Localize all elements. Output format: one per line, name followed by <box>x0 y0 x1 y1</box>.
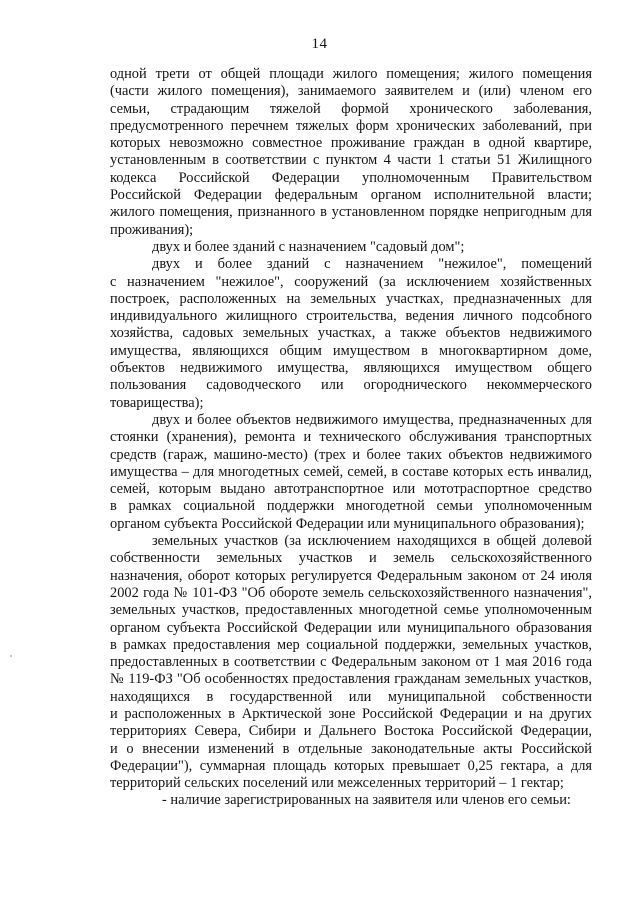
text-line: жилого помещения, признанного в установленном порядке непригодным для <box>110 204 592 221</box>
document-body <box>110 66 592 810</box>
text-line: Федерации"), суммарная площадь которых превышает 0,25 гектара, а для <box>110 757 592 774</box>
text-line: земельных участков (за исключением находящихся в общей долевой <box>152 533 592 550</box>
text-line: которых невозможно совместное проживание граждан в одной квартире, <box>110 135 592 152</box>
text-line: двух и более зданий с назначением "нежилое", помещений <box>152 256 592 273</box>
text-line: № 119-ФЗ "Об особенностях предоставления гражданам земельных участков, <box>110 671 592 688</box>
text-line: товарищества); <box>110 394 204 411</box>
paragraph <box>110 412 592 533</box>
paragraph <box>110 239 592 256</box>
page-number: 14 <box>311 36 328 52</box>
text-line: органом субъекта Российской Федерации или муниципального образования); <box>110 515 585 532</box>
text-line: объектов недвижимого имущества, являющихся имуществом общего <box>110 360 592 377</box>
text-line: и о внесении изменений в отдельные законодательные акты Российской <box>110 740 592 757</box>
text-line: двух и более зданий с назначением "садовый дом"; <box>152 238 465 255</box>
text-line: семей, которым выдано автотранспортное или мототраспортное средство <box>110 481 592 498</box>
text-line: пользования садоводческого или огороднического некоммерческого <box>110 377 592 394</box>
text-line: в рамках социальной поддержки многодетной семьи уполномоченным <box>110 498 592 515</box>
text-line: построек, расположенных на земельных участках, предназначенных для <box>110 290 592 307</box>
text-line: 2002 года № 101-ФЗ "Об обороте земель сельскохозяйственного назначения", <box>110 584 592 601</box>
text-line: хозяйства, садовых земельных участках, а также объектов недвижимого <box>110 325 592 342</box>
text-line: (части жилого помещения), занимаемого заявителем и (или) членом его <box>110 83 592 100</box>
text-line: органом субъекта Российской Федерации или муниципального образования <box>110 619 592 636</box>
text-line: имущества, являющихся общим имуществом в многоквартирном доме, <box>110 342 592 359</box>
text-line: индивидуального жилищного строительства, ведения личного подсобного <box>110 308 592 325</box>
text-line: в рамках предоставления мер социальной поддержки, земельных участков, <box>110 636 592 653</box>
text-line: одной трети от общей площади жилого помещения; жилого помещения <box>110 66 592 82</box>
text-line: семьи, страдающим тяжелой формой хронического заболевания, <box>110 100 592 117</box>
text-line: и расположенных в Арктической зоне Российской Федерации и на других <box>110 705 592 722</box>
paragraph <box>110 533 592 792</box>
list-item: - наличие зарегистрированных на заявителя или членов его семьи: <box>162 792 571 809</box>
text-line: находящихся в государственной или муниципальной собственности <box>110 688 592 705</box>
paragraph <box>110 256 592 412</box>
text-line: двух и более объектов недвижимого имущества, предназначенных для <box>152 411 592 428</box>
text-line: собственности земельных участков и земель сельскохозяйственного <box>110 550 592 567</box>
text-line: имущества – для многодетных семей, семей, в составе которых есть инвалид, <box>110 463 592 480</box>
text-line: назначения, оборот которых регулируется Федеральным законом от 24 июля <box>110 567 592 584</box>
text-line: средств (гараж, машино-место) (трех и более таких объектов недвижимого <box>110 446 592 463</box>
text-line: стоянки (хранения), ремонта и технического обслуживания транспортных <box>110 429 592 446</box>
text-line: кодекса Российской Федерации уполномоченным Правительством <box>110 169 592 186</box>
text-line: территорий сельских поселений или межселенных территорий – 1 гектар; <box>110 775 564 792</box>
text-line: территориях Севера, Сибири и Дальнего Востока Российской Федерации, <box>110 723 592 740</box>
text-line: с назначением "нежилое", сооружений (за исключением хозяйственных <box>110 273 592 290</box>
paragraph <box>110 66 592 239</box>
text-line: установленным в соответствии с пунктом 4 части 1 статьи 51 Жилищного <box>110 152 592 169</box>
text-line: предусмотренного перечнем тяжелых форм хронических заболеваний, при <box>110 117 592 134</box>
text-line: предоставленных в соответствии с Федеральным законом от 1 мая 2016 года <box>110 654 592 671</box>
text-line: земельных участков, предоставленных многодетной семье уполномоченным <box>110 602 592 619</box>
scan-speck <box>10 655 12 657</box>
text-line: проживания); <box>110 221 194 238</box>
text-line: Российской Федерации федеральным органом исполнительной власти; <box>110 187 592 204</box>
